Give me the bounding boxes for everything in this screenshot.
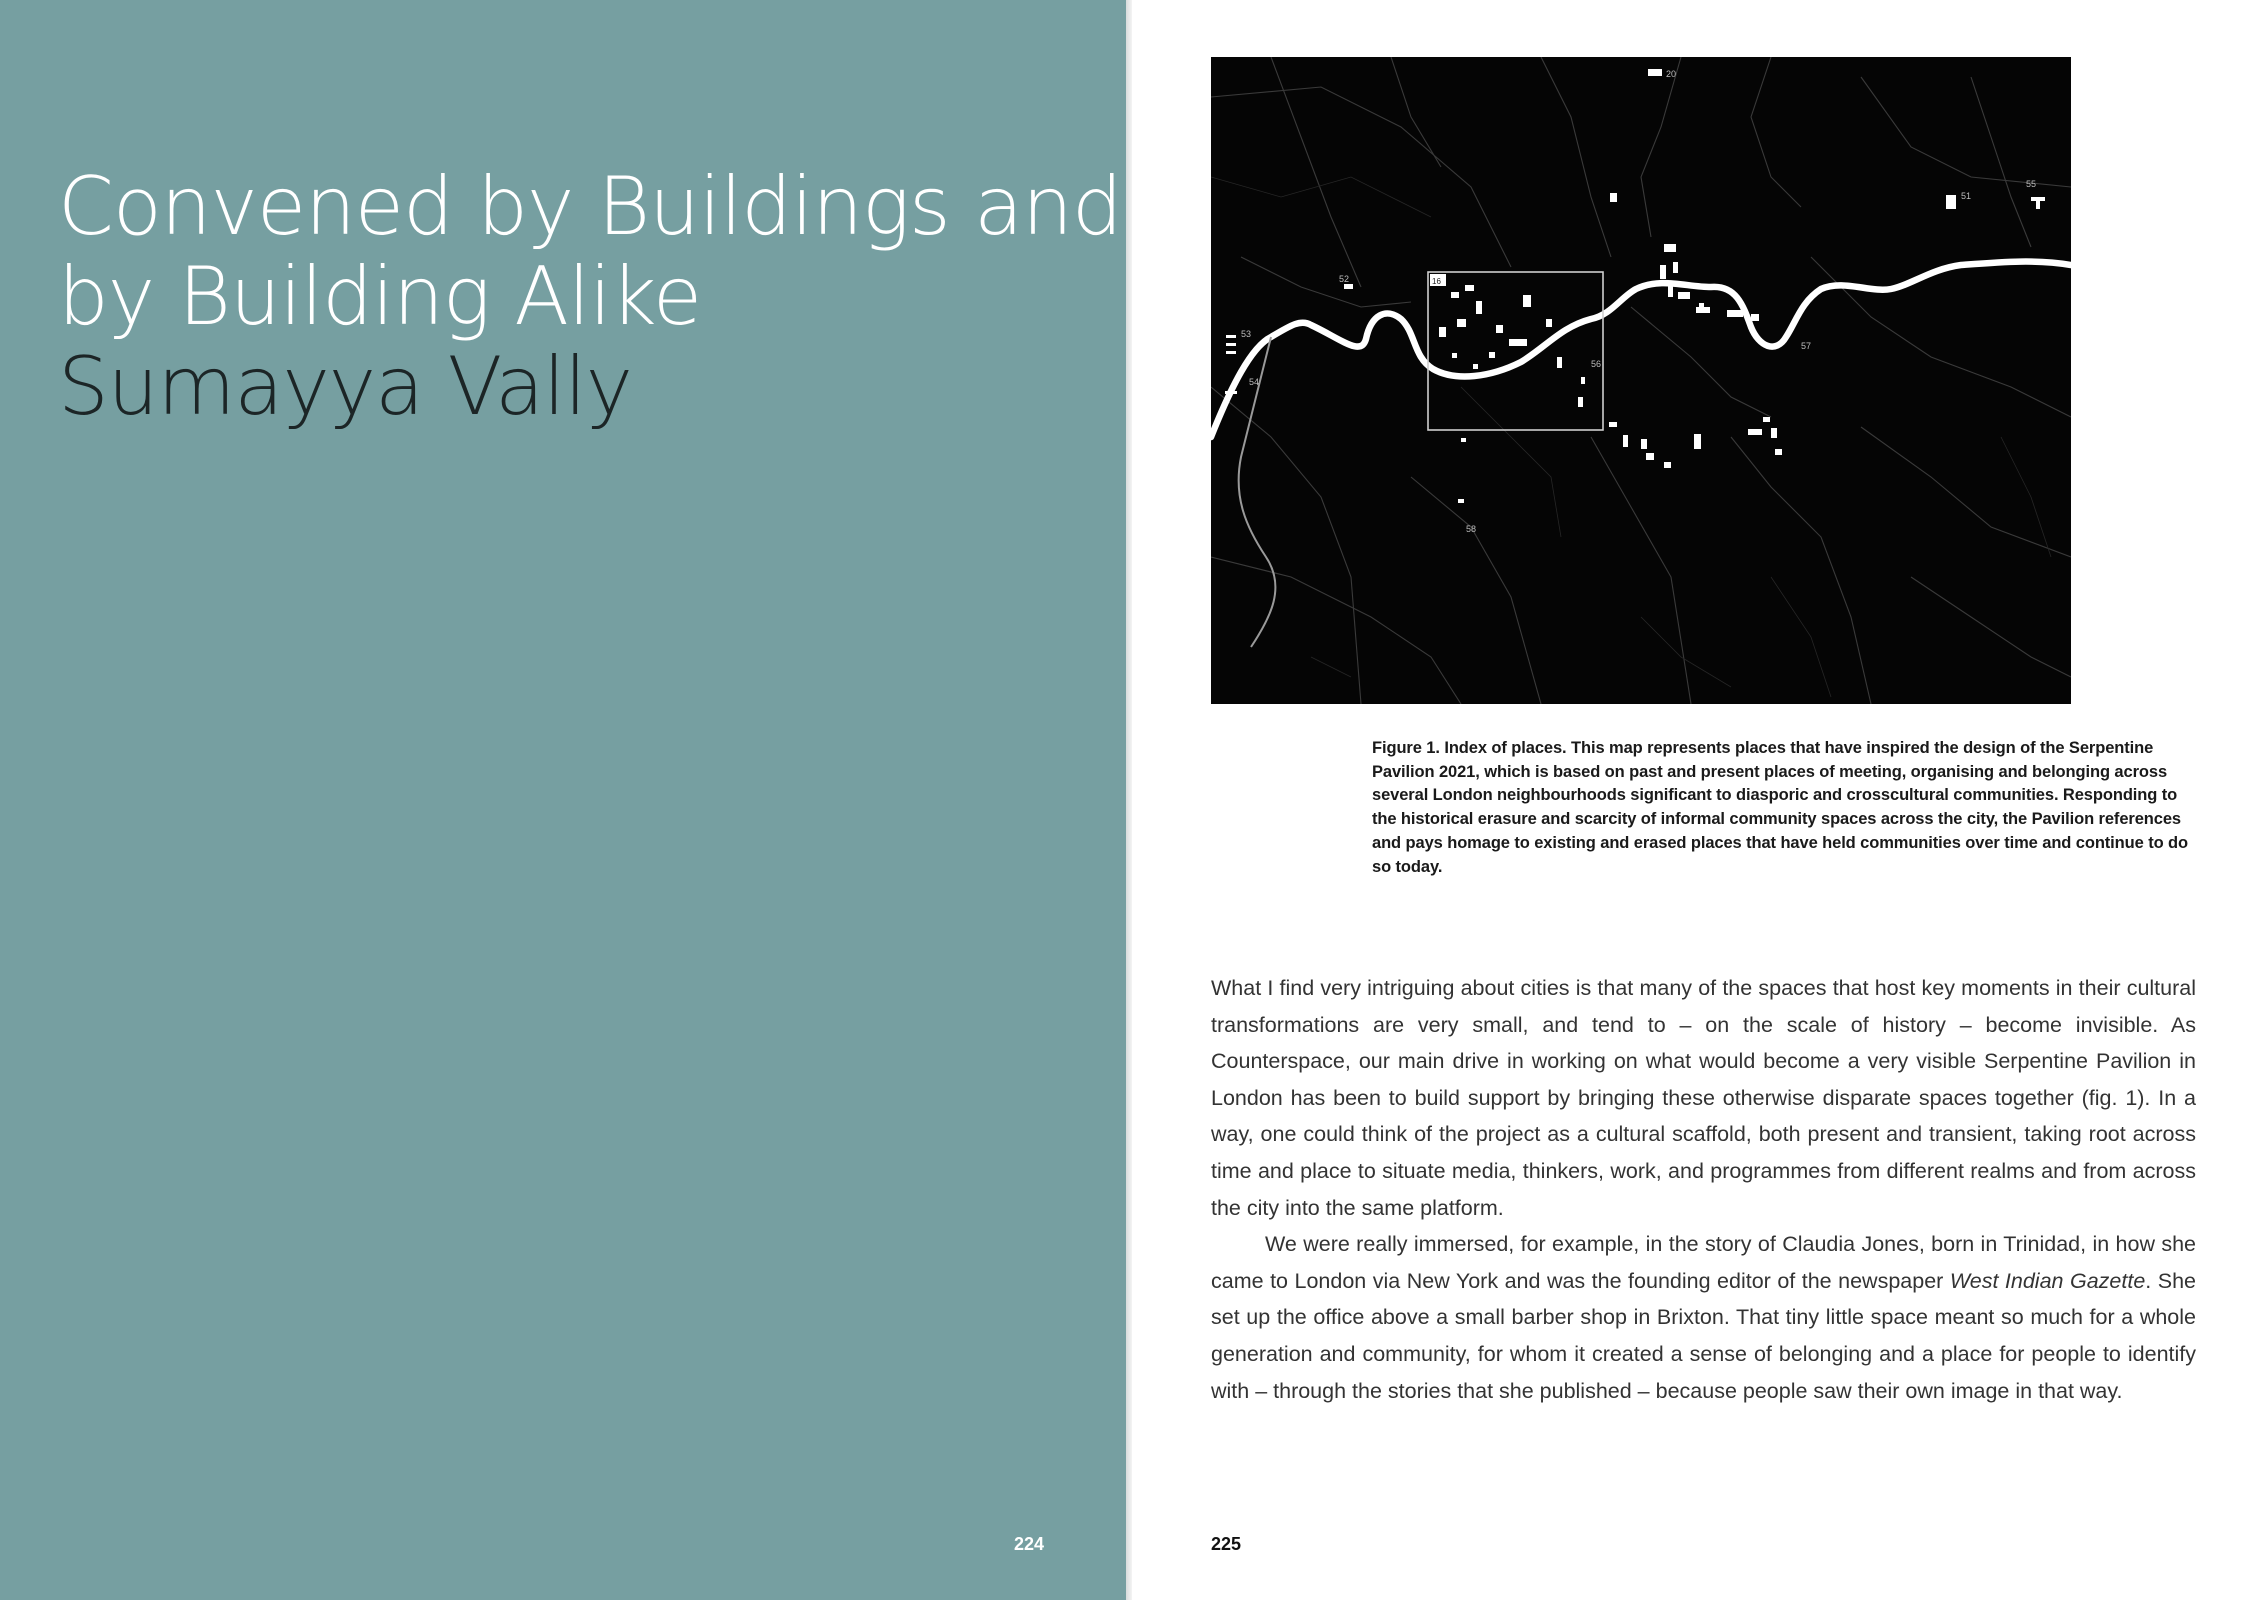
title-line-1: Convened by Buildings and — [58, 160, 1122, 253]
book-gutter — [1126, 0, 1132, 1600]
map-label: 55 — [2026, 179, 2037, 189]
newspaper-title: West Indian Gazette — [1949, 1268, 2146, 1293]
map-label: 54 — [1249, 377, 1260, 387]
map-label: 52 — [1339, 274, 1350, 284]
index-of-places-map — [1211, 57, 2071, 704]
map-label: 56 — [1591, 359, 1602, 369]
figure-caption: Figure 1. Index of places. This map represents places that have inspired the design of the Serpentine Pavilion 2021, which is based on past and present places of meeting, organising and belonging across several London neighbourhoods significant to diasporic and crosscultural communities. Responding to the historical erasure and scarcity of informal community spaces across the city, the Pavilion references and pays homage to existing and erased places that have held communities over time and continue to do so today. — [1372, 739, 2189, 876]
map-label: 20 — [1666, 69, 1677, 79]
map-label: 16 — [1432, 277, 1441, 286]
map-label: 58 — [1466, 524, 1477, 534]
paragraph: We were really immersed, for example, in the story of Claudia Jones, born in Trinidad, in how she came to London via New York and was the founding editor of the newspaper West Indian Gazette. She set up the office above a small barber shop in Brixton. That tiny little space meant so much for a whole generation and community, for whom it created a sense of belonging and a place for people to identify with – through the stories that she published – because people saw their own image in that way. — [1211, 1232, 2197, 1403]
author-name: Sumayya Vally — [58, 340, 632, 433]
title-line-2: by Building Alike — [58, 250, 702, 343]
map-label: 57 — [1801, 341, 1812, 351]
page-number-left: 224 — [1014, 1534, 1045, 1554]
body-text — [1211, 970, 2196, 1409]
page-number-right: 225 — [1211, 1534, 1242, 1554]
map-label: 51 — [1961, 191, 1972, 201]
map-label: 53 — [1241, 329, 1252, 339]
paragraph: What I find very intriguing about cities is that many of the spaces that host key moments in their cultural transformations are very small, and tend to – on the scale of history – become invisible. As Counterspace, our main drive in working on what would become a very visible Serpentine Pavilion in London has been to build support by bringing these otherwise disparate spaces together (fig. 1). In a way, one could think of the project as a cultural scaffold, both present and transient, taking root across time and place to situate media, thinkers, work, and programmes from different realms and from across the city into the same platform. — [1211, 976, 2196, 1220]
chapter-title — [58, 160, 1122, 433]
